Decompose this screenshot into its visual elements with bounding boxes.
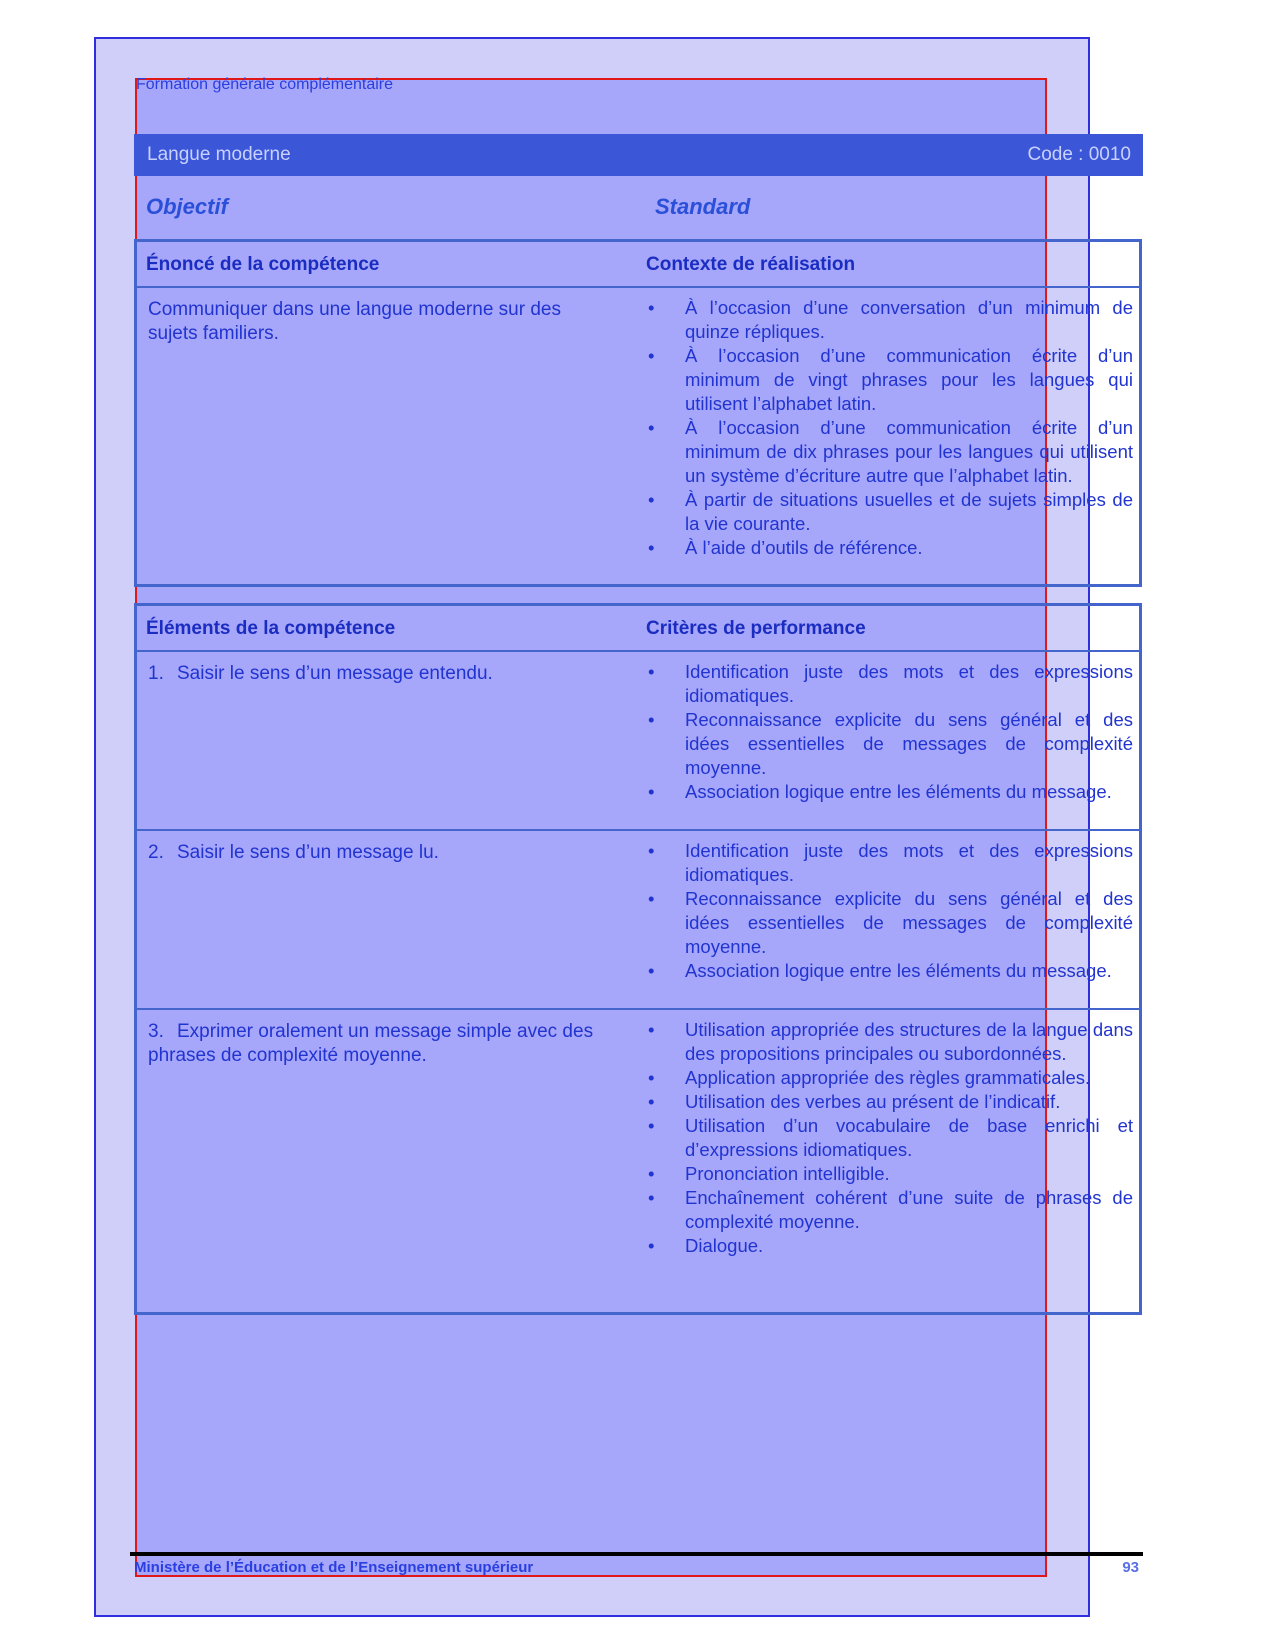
elements-heading: Éléments de la compétence [146, 618, 396, 639]
element-text [148, 1020, 598, 1068]
list-item: • Identification juste des mots et des expressions idiomatiques. [648, 660, 1133, 708]
statement-heading: Énoncé de la compétence [146, 254, 380, 275]
competence-statement: Communiquer dans une langue moderne sur des sujets familiers. [148, 299, 561, 344]
element-number: 1. [148, 663, 164, 684]
element-row-1 [137, 652, 1139, 831]
list-item: • Reconnaissance explicite du sens général et des idées essentielles de messages de complexité moyenne. [648, 708, 1133, 780]
list-item: • À l’occasion d’une communication écrite d’un minimum de vingt phrases pour les langues qui utilisent l’alphabet latin. [648, 344, 1133, 416]
list-item: • À l’occasion d’une communication écrite d’un minimum de dix phrases pour les langues qui utilisent un système d’écriture autre que l’alphabet latin. [648, 416, 1133, 488]
page-number: 93 [1122, 1559, 1139, 1576]
criteria-list [648, 839, 1133, 983]
list-item: • Utilisation des verbes au présent de l’indicatif. [648, 1090, 1133, 1114]
element-row-3 [137, 1010, 1139, 1315]
criteria-heading: Critères de performance [646, 618, 866, 639]
criteria-list [648, 1018, 1133, 1258]
course-title: Langue moderne [147, 144, 291, 165]
context-heading: Contexte de réalisation [646, 254, 856, 275]
element-text [148, 662, 598, 686]
list-item: • Prononciation intelligible. [648, 1162, 1133, 1186]
element-number: 3. [148, 1021, 164, 1042]
standard-heading: Standard [655, 194, 751, 219]
list-item: • Utilisation appropriée des structures de la langue dans des propositions principales ou subordonnées. [648, 1018, 1133, 1066]
competence-table-header [137, 242, 1139, 288]
elements-table-header [137, 606, 1139, 652]
course-code: Code : 0010 [1027, 144, 1131, 165]
competence-row [137, 288, 1139, 586]
footer-rule [130, 1552, 1143, 1556]
objective-heading: Objectif [146, 194, 228, 219]
list-item: • À partir de situations usuelles et de sujets simples de la vie courante. [648, 488, 1133, 536]
list-item: • Application appropriée des règles grammaticales. [648, 1066, 1133, 1090]
element-label: Saisir le sens d’un message lu. [177, 842, 439, 863]
element-number: 2. [148, 842, 164, 863]
list-item: • Identification juste des mots et des expressions idiomatiques. [648, 839, 1133, 887]
element-text [148, 841, 598, 865]
list-item: • À l’occasion d’une conversation d’un minimum de quinze répliques. [648, 296, 1133, 344]
running-head: Formation générale complémentaire [136, 76, 394, 93]
criteria-list [648, 660, 1133, 804]
list-item: • Enchaînement cohérent d’une suite de phrases de complexité moyenne. [648, 1186, 1133, 1234]
list-item: • Association logique entre les éléments du message. [648, 959, 1133, 983]
course-header [134, 134, 1143, 176]
list-item: • Reconnaissance explicite du sens général et des idées essentielles de messages de complexité moyenne. [648, 887, 1133, 959]
element-row-2 [137, 831, 1139, 1010]
footer-ministry: Ministère de l’Éducation et de l’Enseignement supérieur [134, 1559, 534, 1576]
competence-table [134, 239, 1142, 587]
list-item: • Association logique entre les éléments du message. [648, 780, 1133, 804]
element-label: Exprimer oralement un message simple avec des phrases de complexité moyenne. [148, 1021, 594, 1066]
element-label: Saisir le sens d’un message entendu. [177, 663, 493, 684]
context-list [648, 296, 1133, 560]
list-item: • Utilisation d’un vocabulaire de base enrichi et d’expressions idiomatiques. [648, 1114, 1133, 1162]
list-item: • À l’aide d’outils de référence. [648, 536, 1133, 560]
elements-table [134, 603, 1142, 1315]
list-item: • Dialogue. [648, 1234, 1133, 1258]
